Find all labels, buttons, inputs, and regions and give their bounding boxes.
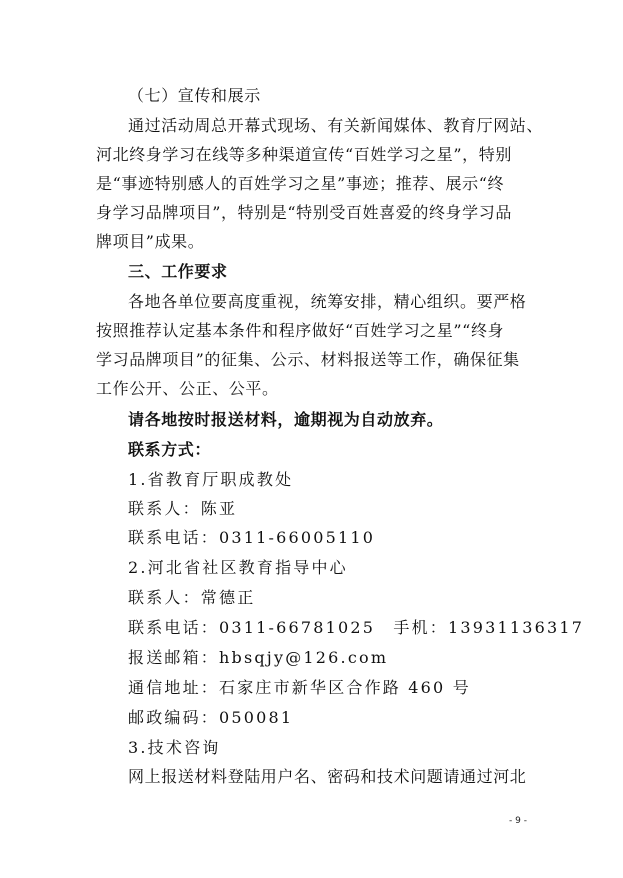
paragraph-line: 网上报送材料登陆用户名、密码和技术问题请通过河北 bbox=[128, 767, 527, 786]
contact-item-title: 1.省教育厅职成教处 bbox=[128, 470, 294, 489]
paragraph-line: 河北终身学习在线等多种渠道宣传“百姓学习之星”，特别 bbox=[96, 145, 512, 164]
contact-phone: 联系电话：0311-66005110 bbox=[128, 528, 376, 547]
paragraph-line: 身学习品牌项目”，特别是“特别受百姓喜爱的终身学习品 bbox=[96, 203, 512, 222]
page-number: - 9 - bbox=[509, 816, 527, 826]
paragraph-line: 是“事迹特别感人的百姓学习之星”事迹；推荐、展示“终 bbox=[96, 174, 505, 193]
contact-item-title: 3.技术咨询 bbox=[128, 738, 221, 757]
contact-address: 通信地址：石家庄市新华区合作路 460 号 bbox=[128, 678, 471, 697]
contact-person: 联系人：陈亚 bbox=[128, 499, 238, 518]
section-heading-requirements: 三、工作要求 bbox=[128, 262, 228, 281]
section-heading-publicity: （七）宣传和展示 bbox=[128, 86, 261, 105]
contact-email: 报送邮箱：hbsqjy@126.com bbox=[128, 648, 389, 667]
paragraph-line: 学习品牌项目”的征集、公示、材料报送等工作，确保征集 bbox=[96, 350, 520, 369]
paragraph-line: 工作公开、公正、公平。 bbox=[96, 379, 279, 398]
deadline-notice: 请各地按时报送材料，逾期视为自动放弃。 bbox=[128, 410, 444, 429]
paragraph-line: 按照推荐认定基本条件和程序做好“百姓学习之星”“终身 bbox=[96, 321, 505, 340]
contact-heading: 联系方式： bbox=[128, 440, 212, 459]
contact-phone: 联系电话：0311-66781025 手机：13931136317 bbox=[128, 618, 585, 637]
contact-person: 联系人：常德正 bbox=[128, 588, 256, 607]
contact-item-title: 2.河北省社区教育指导中心 bbox=[128, 558, 348, 577]
contact-postcode: 邮政编码：050081 bbox=[128, 708, 294, 727]
paragraph-line: 通过活动周总开幕式现场、有关新闻媒体、教育厅网站、 bbox=[128, 116, 544, 135]
paragraph-line: 牌项目”成果。 bbox=[96, 232, 205, 251]
paragraph-line: 各地各单位要高度重视，统筹安排，精心组织。要严格 bbox=[128, 292, 527, 311]
